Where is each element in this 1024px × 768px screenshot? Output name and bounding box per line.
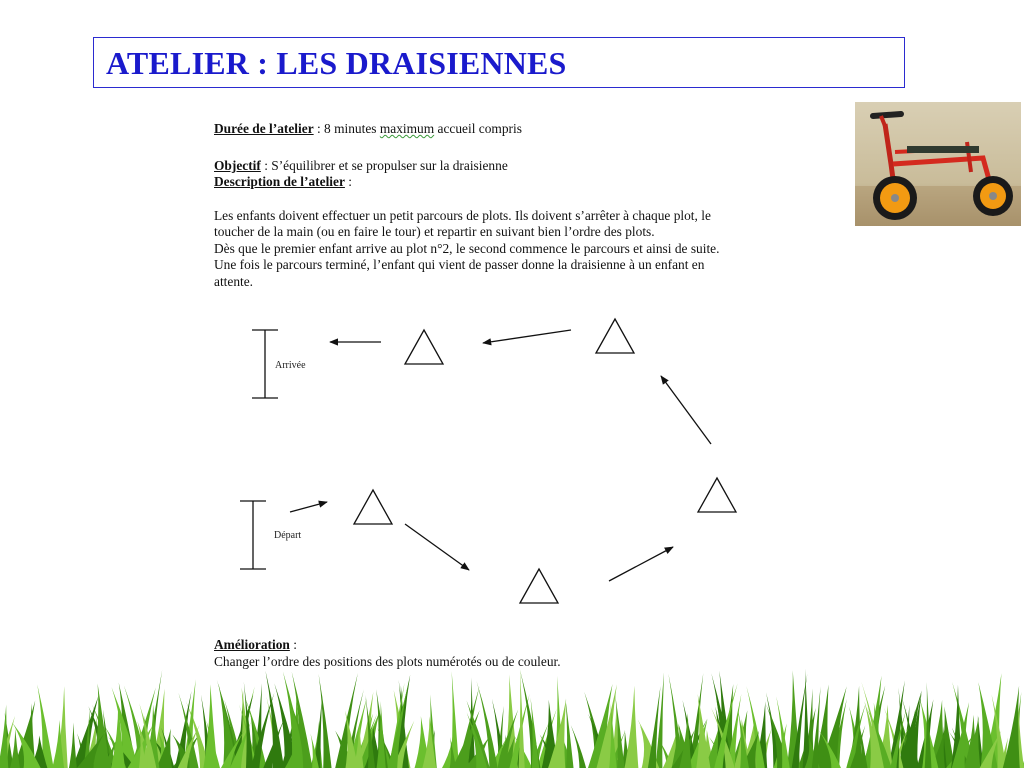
description-line: toucher de la main (ou en faire le tour) et repartir en suivant bien l’ordre des plots. (214, 224, 655, 239)
grass-border (0, 668, 1024, 768)
arrow-start (290, 502, 327, 512)
description-heading (214, 174, 864, 191)
description-label: Description de l’atelier (214, 174, 345, 189)
improvement-sep: : (289, 637, 297, 652)
description-sep: : (344, 174, 352, 189)
description-line: Dès que le premier enfant arrive au plot n°2, le second commence le parcours et ainsi de suite. (214, 240, 720, 256)
arrival-label: Arrivée (275, 360, 306, 371)
draisienne-photo (855, 102, 1021, 226)
departure-marker (240, 501, 266, 569)
objective-label: Objectif (214, 157, 261, 173)
cone-3 (698, 478, 736, 512)
improvement-label: Amélioration (214, 637, 290, 652)
duration-sep: : 8 minutes (313, 121, 380, 136)
slide-title: ATELIER : LES DRAISIENNES (106, 45, 567, 81)
arrow-1-2 (405, 524, 469, 570)
cone-2 (520, 569, 558, 603)
improvement-text: Changer l’ordre des positions des plots numérotés ou de couleur. (214, 653, 561, 669)
duration-line (214, 121, 864, 138)
workshop-description (214, 121, 864, 290)
objective-line (214, 158, 864, 175)
improvement-heading (214, 637, 864, 654)
arrow-2-3 (609, 547, 673, 581)
improvement-section (214, 637, 864, 670)
title-box (93, 37, 905, 88)
arrow-3-4 (661, 376, 711, 444)
duration-rest: accueil compris (434, 121, 522, 136)
arrival-marker (252, 330, 278, 398)
description-line: Une fois le parcours terminé, l’enfant qui vient de passer donne la draisienne à un enfant en (214, 257, 705, 272)
arrow-4-5 (483, 330, 571, 343)
cone-4 (596, 319, 634, 353)
departure-label: Départ (274, 530, 302, 541)
description-line: attente. (214, 273, 254, 289)
duration-maximum: maximum (379, 121, 435, 136)
duration-label: Durée de l’atelier (214, 121, 314, 136)
objective-text: : S’équilibrer et se propulser sur la draisienne (260, 157, 508, 173)
cone-5 (405, 330, 443, 364)
cone-1 (354, 490, 392, 524)
description-line: Les enfants doivent effectuer un petit parcours de plots. Ils doivent s’arrêter à chaque plot, le (214, 207, 711, 223)
